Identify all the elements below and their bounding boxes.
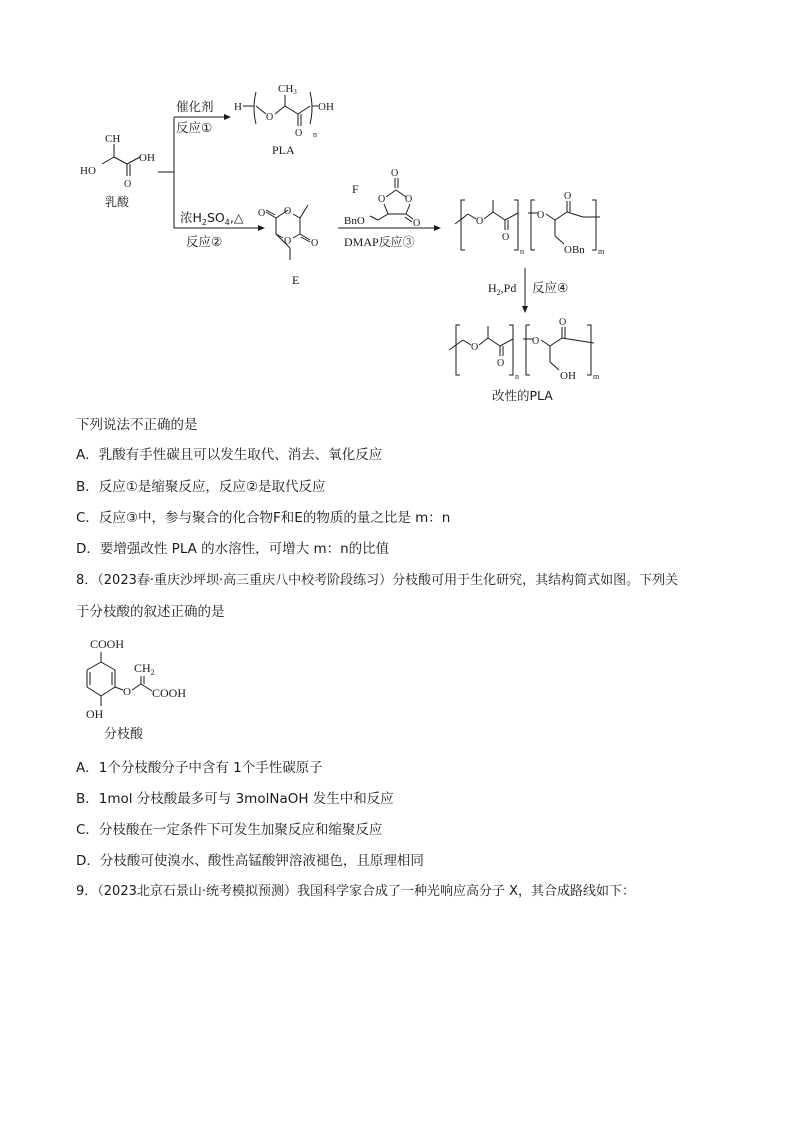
copolymer-o-3: O [537, 210, 545, 221]
modified-pla-name: 改性的PLA [492, 388, 553, 403]
chorismic-ch2-label: $CH_2$ [134, 661, 155, 677]
modified-pla-structure [449, 317, 600, 403]
copolymer-o-2: O [502, 232, 510, 243]
chorismic-cooh-right: COOH [152, 686, 187, 700]
step2-label: 反应② [186, 234, 223, 249]
copolymer-o-4: O [564, 191, 572, 202]
f-o-top: O [391, 168, 399, 179]
f-o-left: O [378, 194, 386, 205]
q7-option-d: D．要增强改性 PLA 的水溶性，可增大 m：n的比值 [76, 541, 390, 557]
mod-pla-o-1: O [471, 342, 479, 353]
e-o-ring-top: O [284, 206, 292, 217]
step4-label: 反应④ [532, 280, 569, 295]
mod-pla-oh-label: OH [560, 370, 576, 382]
copolymer-m: m [598, 247, 605, 256]
lactic-ho-label: HO [80, 165, 96, 177]
e-carbonyl-o-left: O [258, 208, 266, 219]
copolymer-n: n [520, 247, 524, 256]
pla-o-ring: O [266, 112, 274, 123]
compound-f-name: F [352, 182, 359, 196]
copolymer-obn-label: OBn [564, 244, 585, 256]
q7-option-a: A．乳酸有手性碳且可以发生取代、消去、氧化反应 [76, 447, 383, 463]
q7-option-b: B．反应①是缩聚反应，反应②是取代反应 [76, 479, 326, 495]
step2-reagent: 浓$H_2SO_4,\triangle$ [180, 210, 244, 227]
f-carbonyl-o: O [413, 218, 421, 229]
lactic-oh-label: OH [139, 152, 155, 164]
q8-stem-line1: 8．（2023春·重庆沙坪坝·高三重庆八中校考阶段练习）分枝酸可用于生化研究，其结构简式如图。下列关 [76, 573, 679, 588]
e-o-ring-bottom: O [284, 236, 292, 247]
lactic-acid-structure [80, 133, 155, 209]
pla-o-label: O [295, 128, 303, 139]
copolymer-o-1: O [476, 216, 484, 227]
mod-pla-m: m [593, 372, 600, 381]
lactic-o-label: O [124, 179, 132, 190]
q8-option-d: D．分枝酸可使溴水、酸性高锰酸钾溶液褪色，且原理相同 [76, 853, 424, 869]
compound-f-structure [344, 168, 420, 229]
chorismic-o-ether: O [123, 686, 131, 698]
lactic-ch3-label: CH [105, 133, 121, 145]
compound-e-structure [258, 205, 318, 287]
step1-reagent: 催化剂 [176, 99, 214, 114]
q8-stem-line2: 于分枝酸的叙述正确的是 [76, 604, 225, 620]
chorismic-acid-name: 分枝酸 [104, 727, 144, 742]
f-o-right: O [405, 194, 413, 205]
chorismic-oh-label: OH [86, 707, 104, 721]
copolymer-structure [455, 191, 605, 256]
mod-pla-o-2: O [497, 358, 505, 369]
step4-reagent: $H_2,Pd$ [488, 281, 517, 297]
q7-stem: 下列说法不正确的是 [76, 417, 198, 433]
e-carbonyl-o-right: O [311, 238, 319, 249]
pla-ch3-label: CH3 [278, 83, 297, 96]
pla-h-label: H [234, 101, 242, 113]
mod-pla-o-4: O [559, 317, 567, 328]
mod-pla-o-3: O [532, 336, 540, 347]
step3-label: DMAP反应③ [344, 235, 415, 249]
pla-name: PLA [272, 143, 295, 157]
q7-option-c: C．反应③中，参与聚合的化合物F和E的物质的量之比是 m：n [76, 510, 451, 526]
mod-pla-n: n [515, 372, 519, 381]
f-bno-label: BnO [344, 215, 365, 227]
q8-option-c: C．分枝酸在一定条件下可发生加聚反应和缩聚反应 [76, 822, 383, 838]
pla-oh-label: OH [318, 101, 334, 113]
step1-label: 反应① [176, 120, 213, 135]
q9-stem: 9．（2023北京石景山·统考模拟预测）我国科学家合成了一种光响应高分子 X，其合成路线如下： [76, 884, 636, 899]
chorismic-cooh-top: COOH [90, 637, 125, 651]
reaction-scheme [0, 0, 794, 410]
q8-option-a: A．1个分枝酸分子中含有 1个手性碳原子 [76, 760, 323, 776]
pla-n-subscript: n [313, 130, 317, 139]
q8-option-b: B．1mol 分枝酸最多可与 3molNaOH 发生中和反应 [76, 791, 394, 807]
lactic-acid-name: 乳酸 [105, 195, 130, 209]
compound-e-name: E [292, 273, 300, 287]
pla-structure [234, 83, 334, 157]
